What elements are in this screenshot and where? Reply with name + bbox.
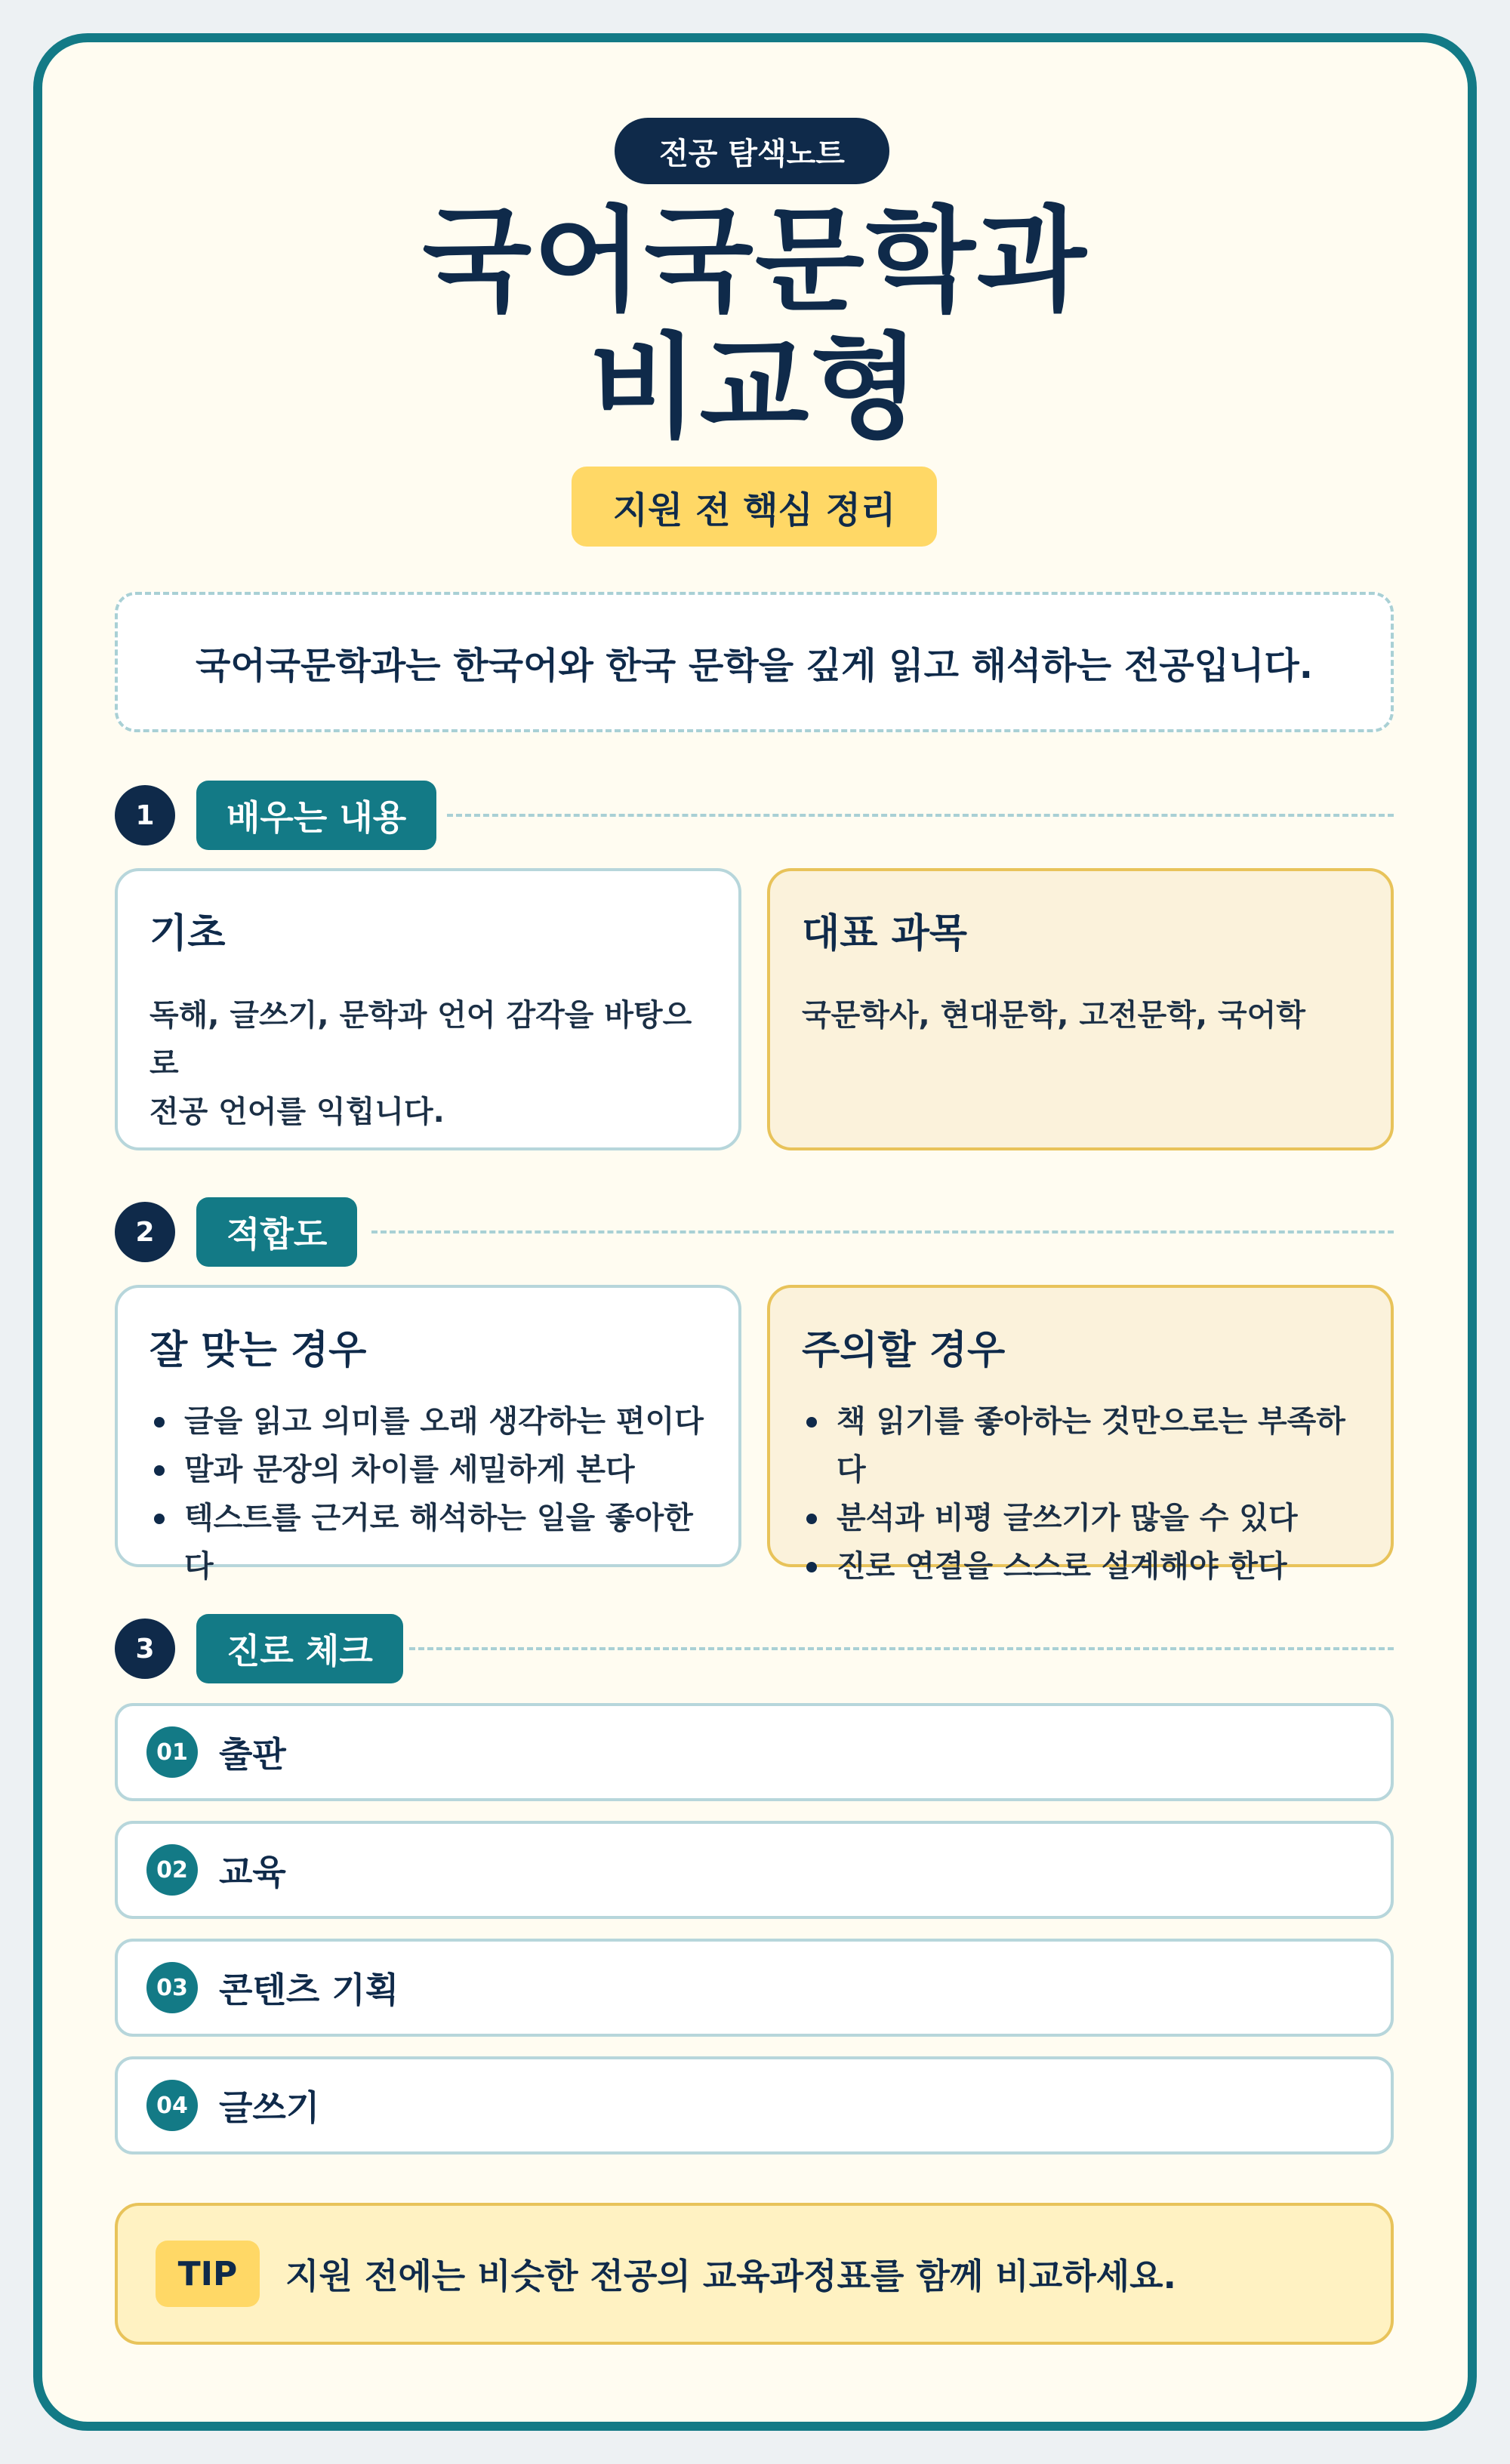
intro-box: 국어국문학과는 한국어와 한국 문학을 깊게 읽고 해석하는 전공입니다. (115, 592, 1394, 732)
section-number: 1 (115, 785, 175, 845)
career-label: 교육 (219, 1852, 286, 1893)
title-line-2: 비교형 (588, 322, 922, 454)
card-title: 대표 과목 (802, 911, 968, 956)
career-item (115, 1703, 1394, 1801)
category-tag: 전공 탐색노트 (615, 118, 889, 184)
section-number: 3 (115, 1619, 175, 1679)
section-number: 2 (115, 1202, 175, 1262)
tip-box (115, 2203, 1394, 2345)
card-title: 주의할 경우 (802, 1328, 1006, 1373)
caution-list (802, 1397, 1359, 1591)
list-item: 글을 읽고 의미를 오래 생각하는 편이다 (149, 1397, 707, 1446)
section-header-1 (115, 781, 1394, 850)
section-tag: 진로 체크 (196, 1614, 403, 1683)
career-item (115, 2056, 1394, 2154)
career-item (115, 1821, 1394, 1919)
subtitle-badge: 지원 전 핵심 정리 (572, 467, 937, 547)
card-title: 기초 (149, 911, 226, 956)
section-tag: 적합도 (196, 1197, 357, 1267)
section-tag: 배우는 내용 (196, 781, 436, 850)
tip-text: 지원 전에는 비슷한 전공의 교육과정표를 함께 비교하세요. (285, 2256, 1177, 2296)
basics-card (115, 868, 741, 1150)
section-header-3 (115, 1614, 1394, 1683)
list-item: 진로 연결을 스스로 설계해야 한다 (802, 1542, 1359, 1591)
career-item (115, 1939, 1394, 2037)
title-line-1: 국어국문학과 (422, 196, 1088, 327)
page-title (151, 196, 1359, 454)
good-fit-list (149, 1397, 707, 1591)
section-divider (447, 814, 1394, 817)
career-number: 04 (146, 2080, 198, 2131)
career-number: 03 (146, 1962, 198, 2013)
caution-card (767, 1285, 1394, 1584)
list-item: 책 읽기를 좋아하는 것만으로는 부족하다 (802, 1397, 1359, 1494)
card-text (149, 991, 707, 1136)
section-divider (371, 1230, 1394, 1234)
career-number: 02 (146, 1844, 198, 1896)
list-item: 말과 문장의 차이를 세밀하게 본다 (149, 1446, 707, 1494)
career-label: 출판 (219, 1734, 286, 1775)
card-text-line-2: 전공 언어를 익힙니다. (149, 1095, 445, 1129)
good-fit-card (115, 1285, 741, 1584)
section-divider (409, 1647, 1394, 1650)
card-title: 잘 맞는 경우 (149, 1328, 367, 1373)
career-label: 글쓰기 (219, 2087, 320, 2128)
section-header-2 (115, 1197, 1394, 1267)
list-item: 텍스트를 근거로 해석하는 일을 좋아한다 (149, 1494, 707, 1591)
card-text: 국문학사, 현대문학, 고전문학, 국어학 (802, 998, 1305, 1033)
career-label: 콘텐츠 기획 (219, 1970, 399, 2010)
list-item: 분석과 비평 글쓰기가 많을 수 있다 (802, 1494, 1359, 1542)
career-number: 01 (146, 1726, 198, 1778)
tip-badge: TIP (156, 2241, 260, 2307)
courses-card (767, 868, 1394, 1150)
card-text-line-1: 독해, 글쓰기, 문학과 언어 감각을 바탕으로 (149, 998, 692, 1081)
